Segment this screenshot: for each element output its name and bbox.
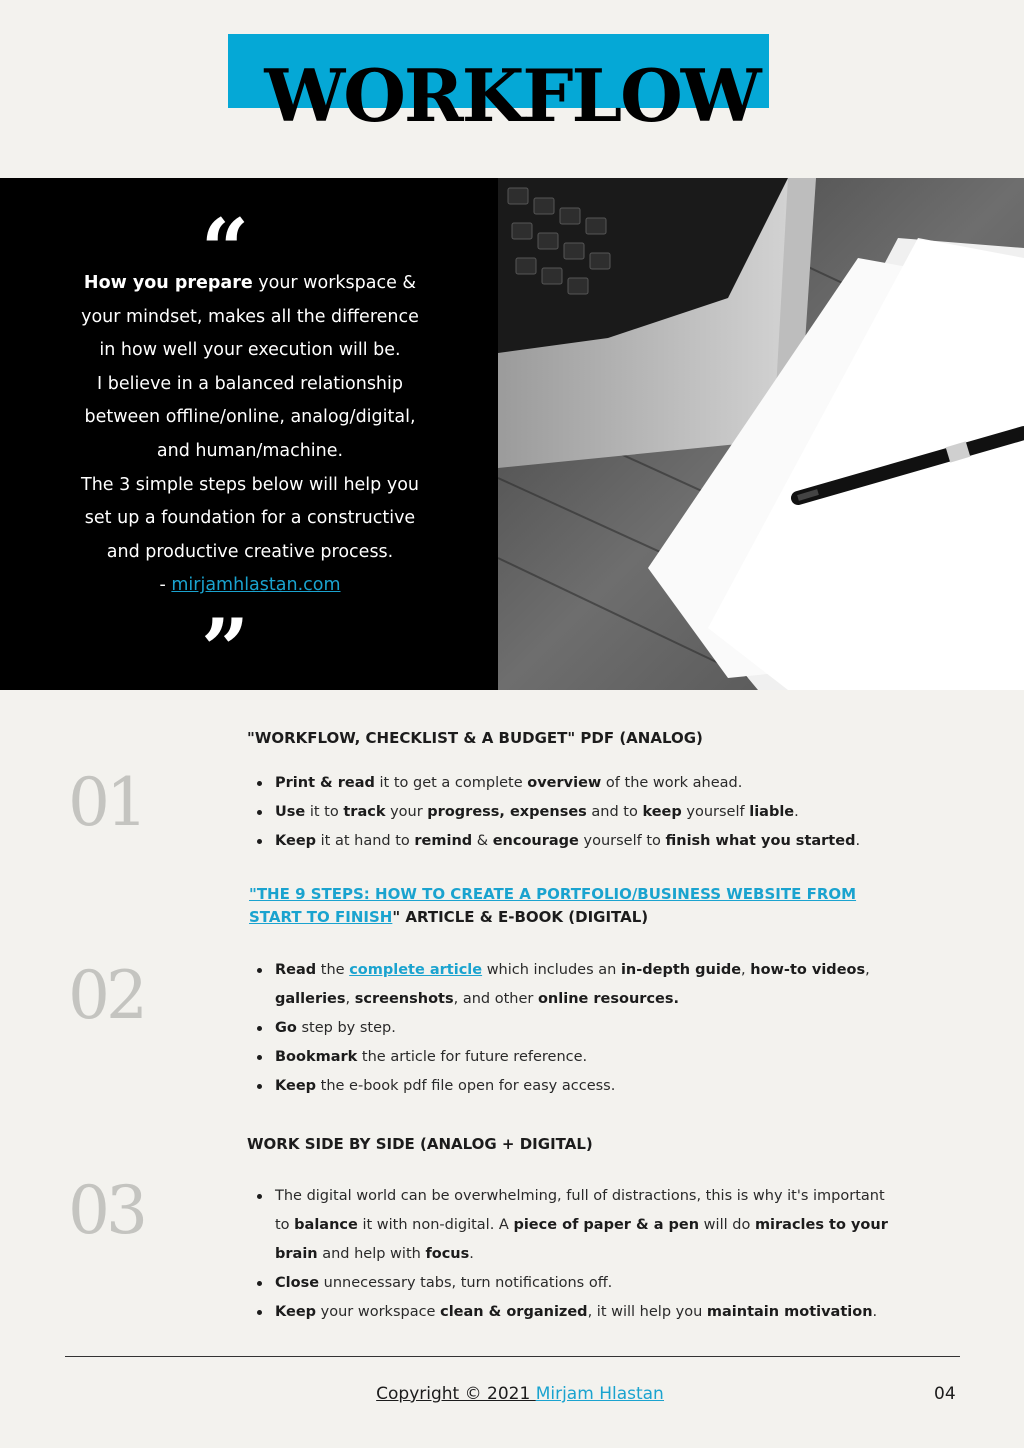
- list-item: Keep it at hand to remind & encourage yourself to finish what you started.: [257, 827, 907, 856]
- list-item: Print & read it to get a complete overview of the work ahead.: [257, 769, 907, 798]
- step-01-heading: "WORKFLOW, CHECKLIST & A BUDGET" PDF (ANALOG): [247, 729, 703, 747]
- quote-text: How you prepare your workspace & your mindset, makes all the difference in how well your execution will be. I believe in a balanced relationship between offline/online, analog/digital, and human/machine. The 3 simple steps below will help you set up a foundation for a constructive and productive creative process. - mirjamhlastan.com: [30, 267, 470, 603]
- website-link[interactable]: mirjamhlastan.com: [171, 575, 341, 596]
- page-title: WORKFLOW: [264, 53, 760, 138]
- footer-copyright: Copyright © 2021 Mirjam Hlastan: [376, 1384, 664, 1404]
- list-item: Go step by step.: [257, 1014, 917, 1043]
- laptop-paper-pen-photo: [498, 178, 1024, 690]
- list-item: Keep the e-book pdf file open for easy access.: [257, 1072, 917, 1101]
- list-item: The digital world can be overwhelming, full of distractions, this is why it's important to balance it with non-digital. A piece of paper & a pen will do miracles to your brain and help with focus.: [257, 1182, 902, 1269]
- close-quote-icon: ”: [200, 600, 250, 699]
- step-03-heading: WORK SIDE BY SIDE (ANALOG + DIGITAL): [247, 1135, 593, 1153]
- step-02-heading: "THE 9 STEPS: HOW TO CREATE A PORTFOLIO/BUSINESS WEBSITE FROM START TO FINISH" ARTICLE & E-BOOK (DIGITAL): [249, 885, 857, 926]
- list-item: Bookmark the article for future reference.: [257, 1043, 917, 1072]
- author-link[interactable]: Mirjam Hlastan: [535, 1384, 664, 1404]
- footer-divider: [65, 1356, 960, 1357]
- step-01-list: [257, 769, 907, 856]
- hero-section: [0, 178, 1024, 699]
- open-quote-icon: “: [200, 200, 250, 299]
- quote-lead: How you prepare: [83, 273, 253, 293]
- quote-panel: [0, 178, 498, 699]
- list-item: Close unnecessary tabs, turn notifications off.: [257, 1269, 902, 1298]
- complete-article-link[interactable]: complete article: [349, 962, 483, 978]
- page-number: 04: [934, 1384, 956, 1404]
- step-number-03: 03: [68, 1172, 144, 1249]
- step-03-list: [257, 1182, 902, 1327]
- step-number-01: 01: [68, 764, 144, 841]
- step-02-list: [257, 956, 917, 1101]
- quote-attribution: - mirjamhlastan.com: [159, 575, 341, 596]
- step-number-02: 02: [68, 957, 144, 1034]
- list-item: Read the complete article which includes an in-depth guide, how-to videos, galleries, screenshots, and other online resources.: [257, 956, 917, 1014]
- list-item: Keep your workspace clean & organized, it will help you maintain motivation.: [257, 1298, 902, 1327]
- nine-steps-article-link[interactable]: "THE 9 STEPS: HOW TO CREATE A PORTFOLIO/BUSINESS WEBSITE FROM START TO FINISH: [249, 885, 857, 926]
- list-item: Use it to track your progress, expenses and to keep yourself liable.: [257, 798, 907, 827]
